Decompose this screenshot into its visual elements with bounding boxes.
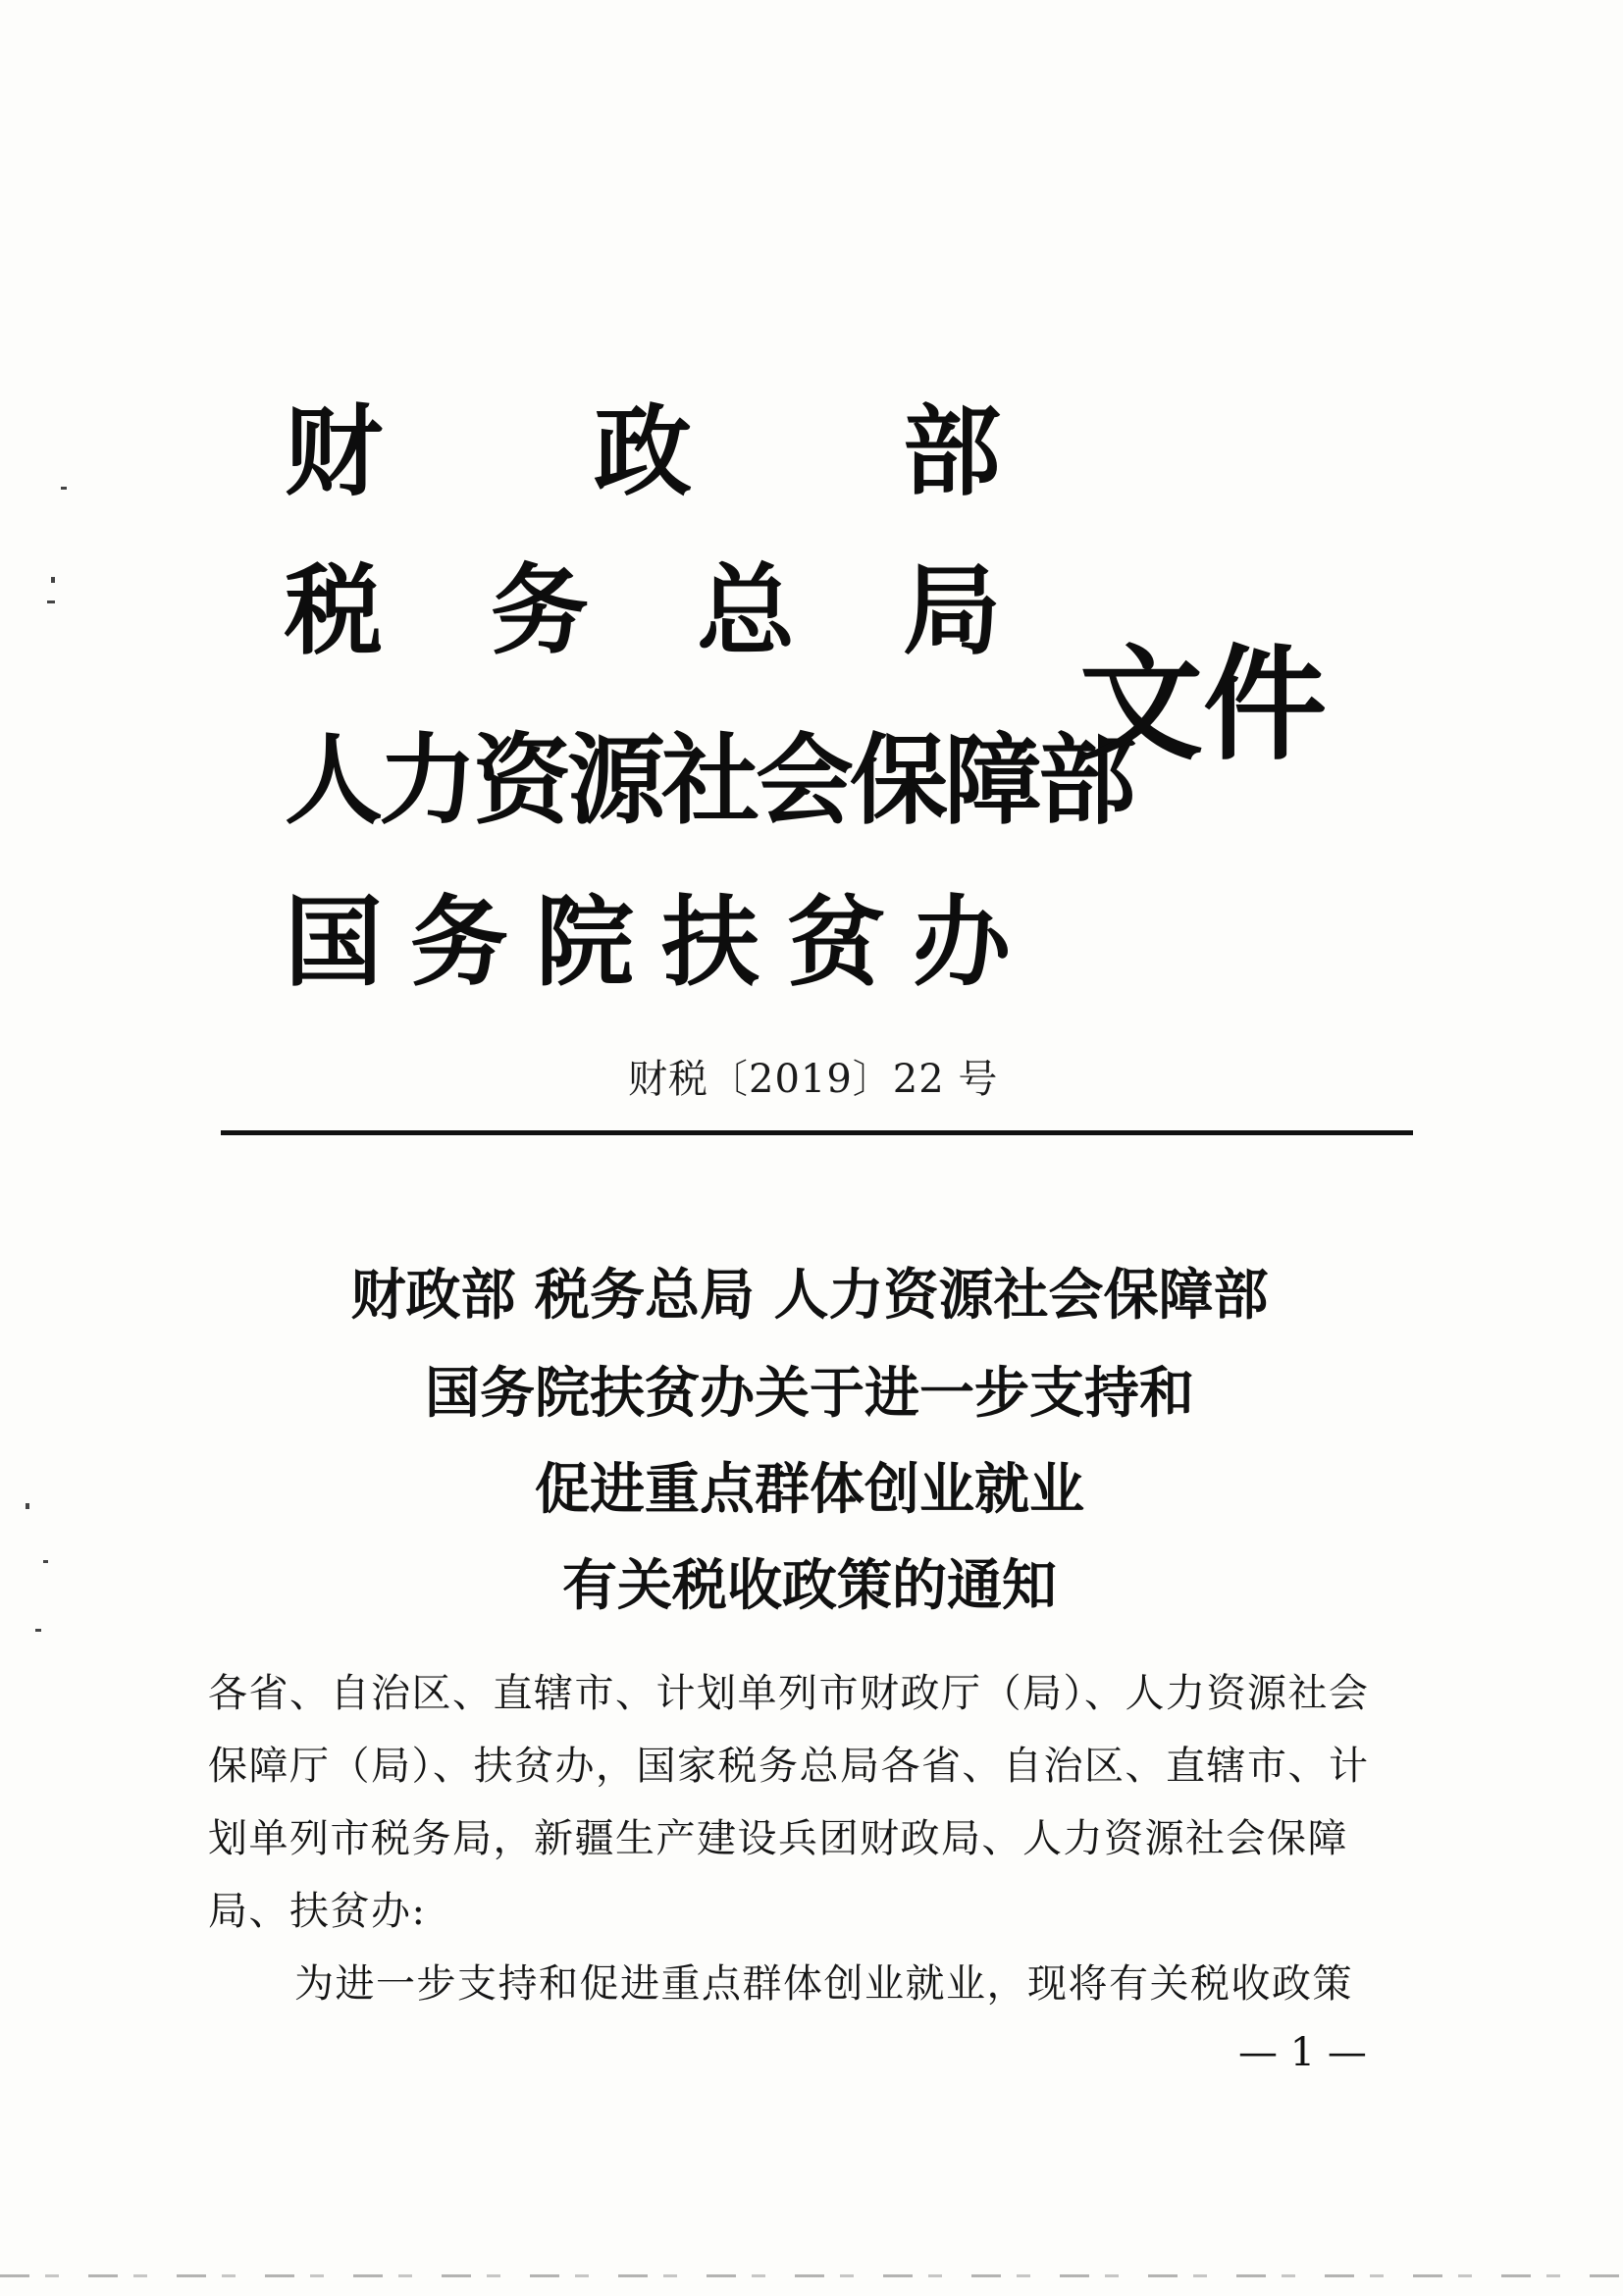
agency-char: 国	[285, 884, 383, 1000]
agency-poverty-alleviation-office	[285, 884, 1030, 1001]
scan-speck	[26, 1503, 29, 1509]
agency-char: 办	[913, 884, 1011, 1000]
agency-char: 贫	[787, 884, 885, 1000]
agency-char: 务	[491, 552, 589, 668]
masthead-divider	[221, 1130, 1413, 1135]
page-number: — 1 —	[1238, 2030, 1367, 2075]
agency-taxation-administration	[285, 552, 1011, 669]
addressee-line: 划单列市税务局，新疆生产建设兵团财政局、人力资源社会保障	[208, 1816, 1348, 1861]
agency-char: 总	[697, 552, 795, 668]
addressee-line: 各省、自治区、直辖市、计划单列市财政厅（局）、人力资源社会	[208, 1671, 1370, 1716]
agency-ministry-of-finance	[285, 393, 1011, 510]
agency-text: 人力资源社会保障部	[285, 722, 1132, 838]
document-title-line: 财政部 税务总局 人力资源社会保障部	[350, 1263, 1269, 1328]
addressee-line: 保障厅（局）、扶贫办，国家税务总局各省、自治区、直辖市、计	[208, 1744, 1370, 1789]
scan-speck	[35, 1629, 41, 1632]
agency-char: 局	[903, 552, 1001, 668]
document-number: 财税〔2019〕22 号	[628, 1057, 999, 1102]
scan-speck	[51, 577, 55, 583]
agency-char: 税	[285, 552, 383, 668]
scan-speck	[43, 1560, 48, 1563]
document-title-line: 国务院扶贫办关于进一步支持和	[425, 1361, 1194, 1426]
masthead-document-label: 文件	[1079, 632, 1327, 777]
scan-speck	[47, 600, 55, 603]
agency-char: 部	[903, 393, 1001, 509]
agency-char: 务	[410, 884, 508, 1000]
agency-char: 院	[536, 884, 634, 1000]
agency-char: 财	[285, 393, 383, 509]
document-title-line: 促进重点群体创业就业	[535, 1457, 1084, 1522]
agency-human-resources	[285, 722, 1132, 839]
scan-edge-noise	[0, 2274, 1623, 2277]
scan-speck	[61, 487, 67, 490]
addressee-line: 局、扶贫办:	[208, 1889, 427, 1934]
agency-char: 扶	[661, 884, 759, 1000]
agency-char: 政	[594, 393, 692, 509]
document-title-line: 有关税收政策的通知	[562, 1553, 1057, 1618]
body-paragraph-line: 为进一步支持和促进重点群体创业就业，现将有关税收政策	[294, 1961, 1353, 2007]
